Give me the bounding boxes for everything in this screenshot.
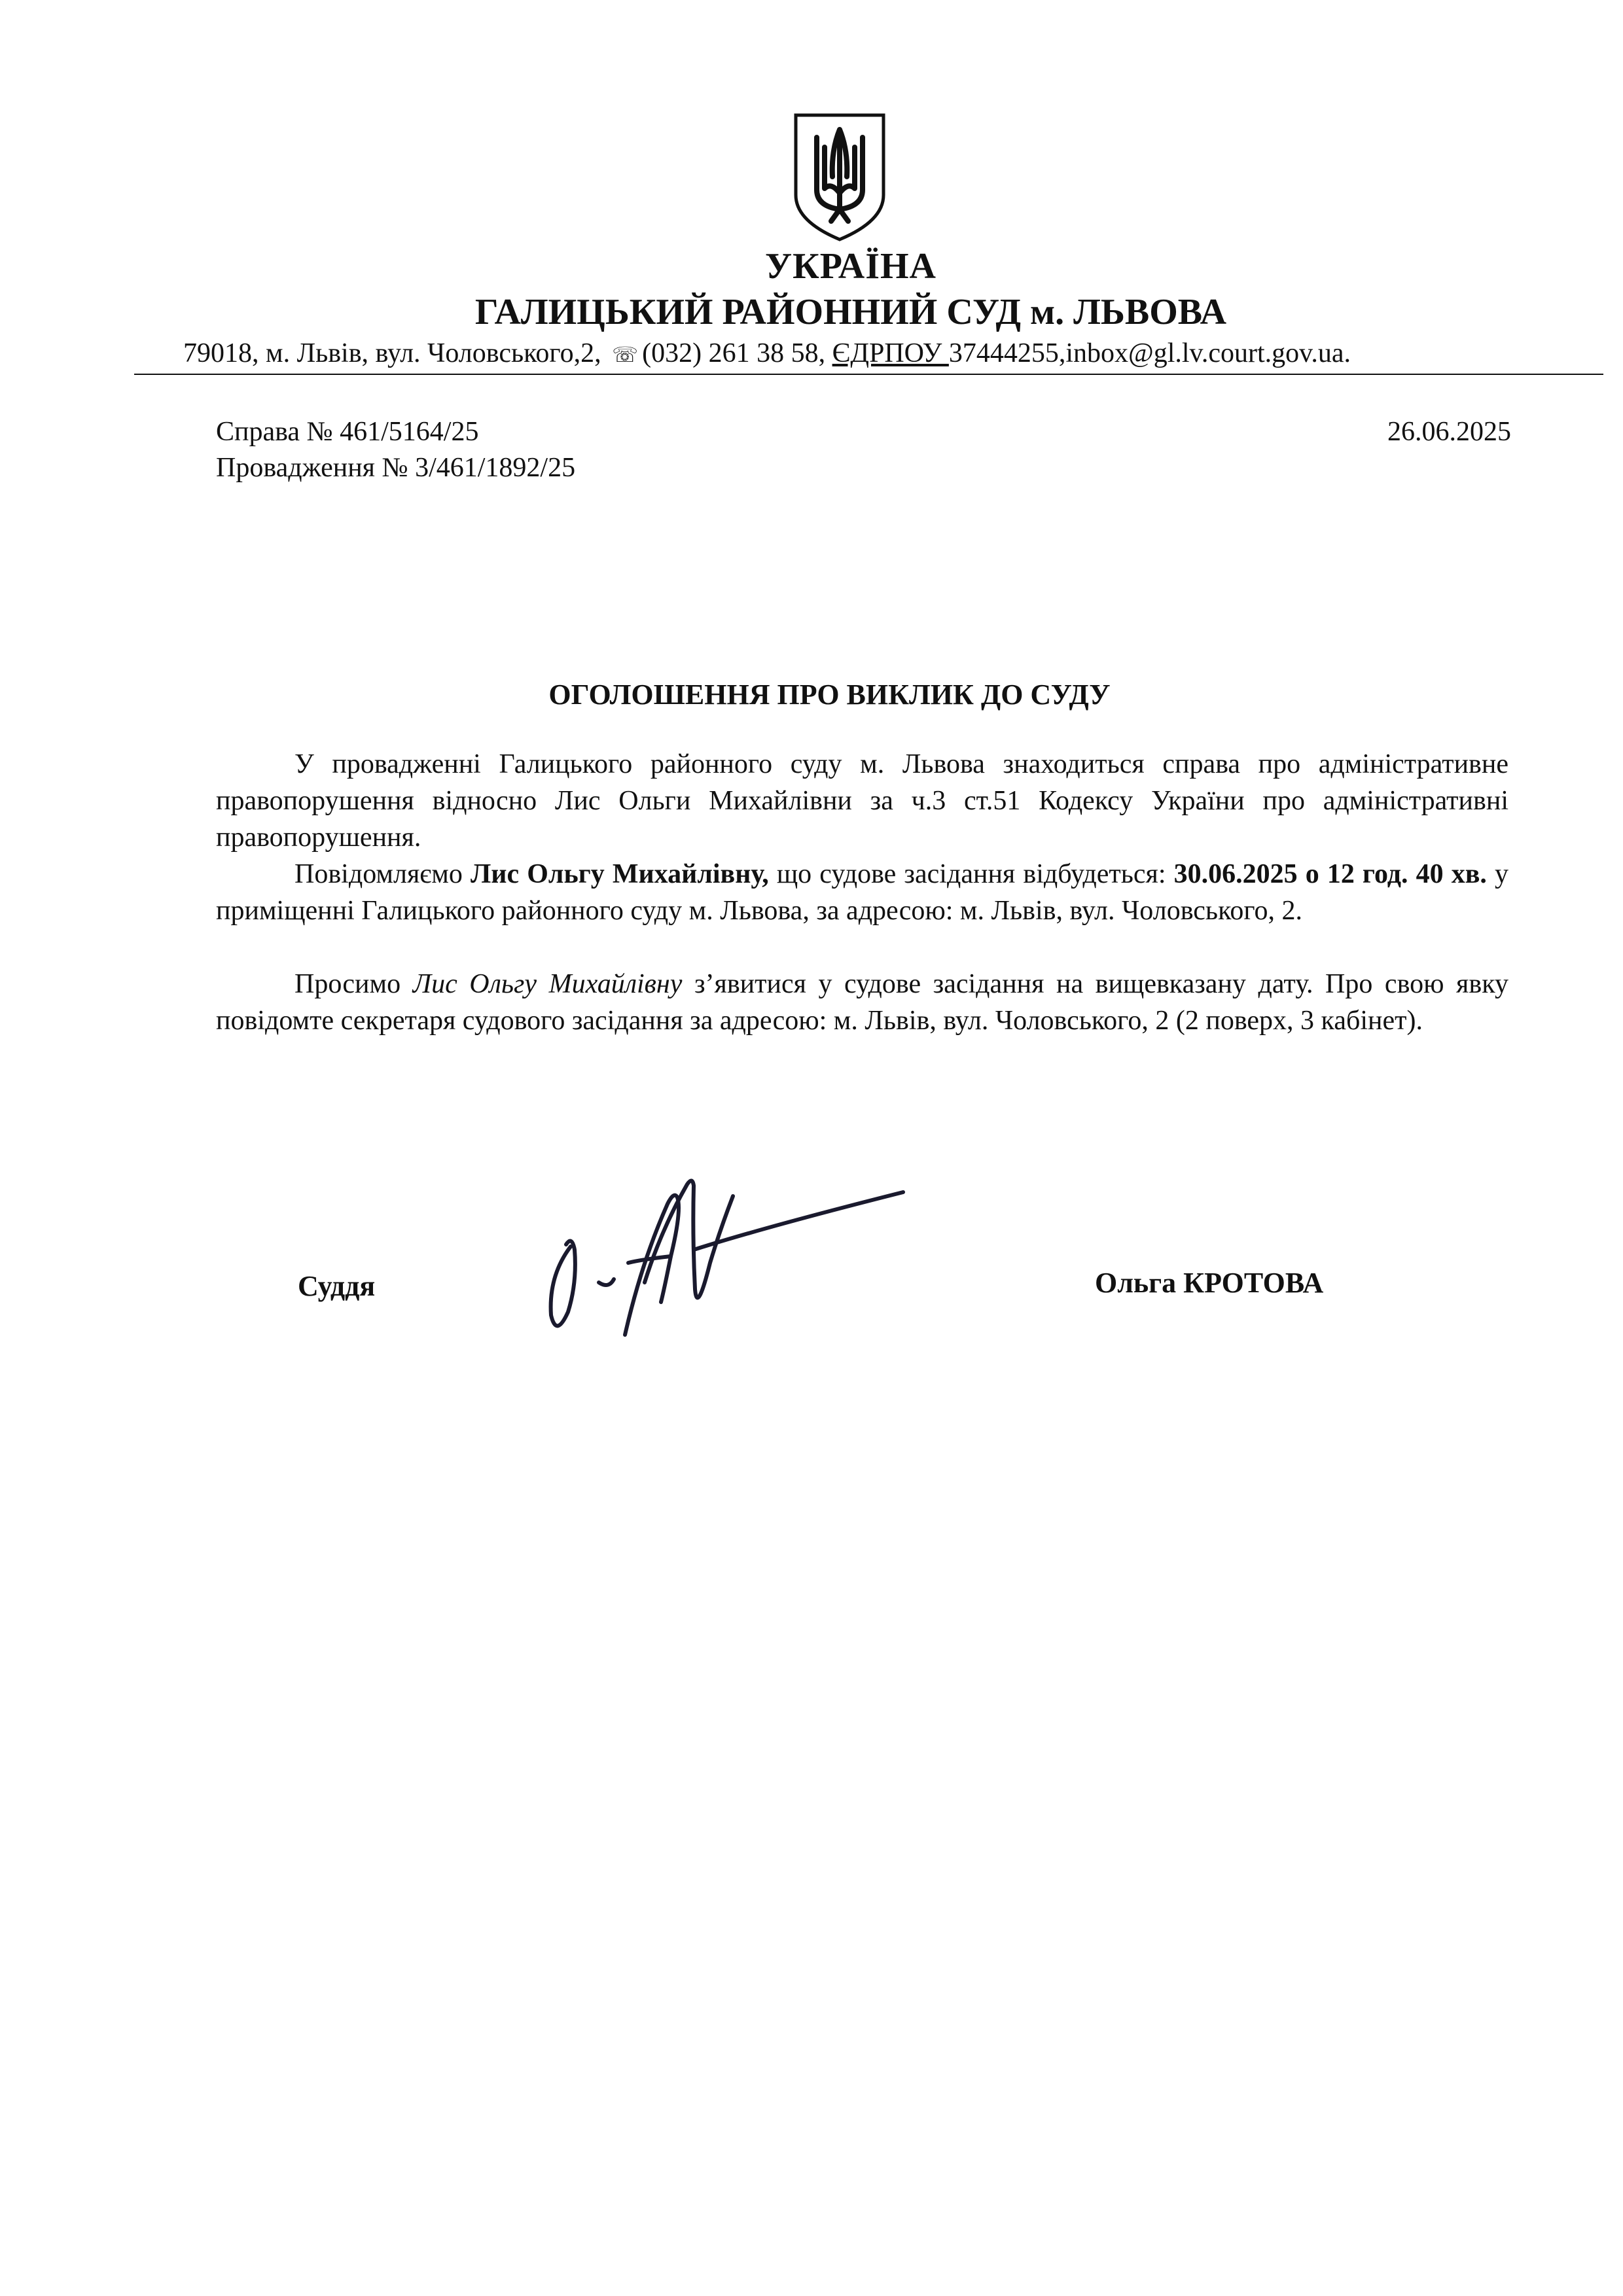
coat-of-arms-icon	[791, 111, 889, 242]
case-number: Справа № 461/5164/25	[216, 417, 479, 447]
handwritten-signature	[537, 1158, 916, 1348]
summoned-person-name-italic: Лис Ольгу Михайлівну	[412, 969, 683, 999]
edrpou-label: ЄДРПОУ	[832, 338, 949, 368]
judge-role-label: Суддя	[298, 1270, 376, 1302]
paragraph-request	[216, 966, 1508, 1039]
p2-text-b: що судове засідання відбудеться:	[768, 859, 1174, 889]
court-address: 79018, м. Львів, вул. Чоловського,2,	[183, 338, 609, 368]
judge-name: Ольга КРОТОВА	[1095, 1267, 1324, 1299]
proceeding-number: Провадження № 3/461/1892/25	[216, 453, 576, 483]
header-divider	[134, 374, 1603, 375]
court-contact-line: 79018, м. Львів, вул. Чоловського,2, ☏ (032) 261 38 58, ЄДРПОУ 37444255,inbox@gl.lv.court.gov.ua.	[183, 338, 1351, 368]
telephone-icon: ☏	[612, 343, 639, 366]
summoned-person-name: Лис Ольгу Михайлівну,	[470, 859, 769, 889]
document-title: ОГОЛОШЕННЯ ПРО ВИКЛИК ДО СУДУ	[548, 679, 1111, 711]
court-phone: (032) 261 38 58	[642, 338, 819, 368]
paragraph-case-info: У провадженні Галицького районного суду м. Львова знаходиться справа про адміністративне правопорушення відносно Лис Ольги Михайлівни за ч.3 ст.51 Кодексу України про адміністративні правопорушення.	[216, 749, 1508, 853]
paragraph-hearing-notice	[216, 856, 1508, 929]
p3-text-b: з’явитися у судове засідання на вищевказану дату. Про свою явку повідомте секретаря судового засідання за адресою: м. Львів, вул. Чоловського, 2 (2 поверх, 3 кабінет).	[216, 969, 1509, 1036]
p2-text-c: у приміщенні Галицького районного суду м. Львова, за адресою: м. Львів, вул. Чоловського, 2.	[216, 859, 1508, 926]
hearing-datetime: 30.06.2025 о 12 год. 40 хв.	[1173, 859, 1487, 889]
p3-text-a: Просимо	[294, 969, 413, 999]
document-date: 26.06.2025	[1387, 417, 1511, 447]
p2-text-a: Повідомляємо	[294, 859, 471, 889]
edrpou-and-email: 37444255,inbox@gl.lv.court.gov.ua.	[948, 338, 1351, 368]
court-name-heading: ГАЛИЦЬКИЙ РАЙОННИЙ СУД м. ЛЬВОВА	[474, 292, 1227, 332]
country-heading: УКРАЇНА	[765, 246, 936, 287]
